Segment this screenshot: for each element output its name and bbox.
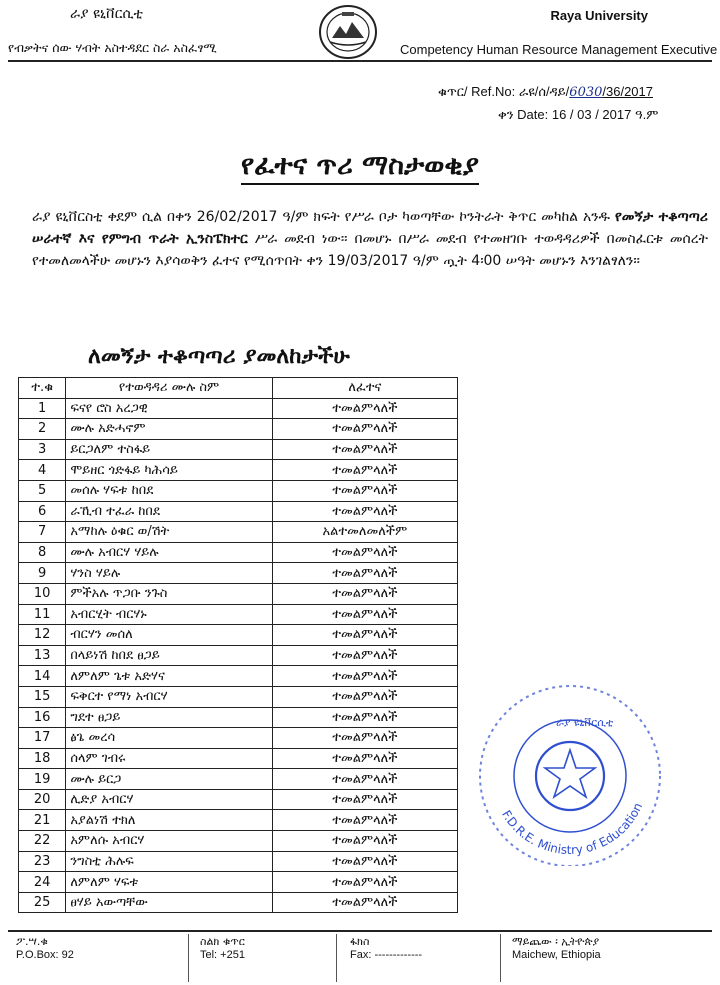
city-value: Maichew, Ethiopia [512,949,601,961]
candidate-result: ተመልምላለች [272,831,457,852]
row-number: 22 [19,831,66,852]
pobox-value: P.O.Box: 92 [16,949,74,961]
candidate-name: አያልነሽ ተክለ [66,810,272,831]
candidate-name: ፅጌ መረሳ [66,728,272,749]
university-name-english: Raya University [550,8,648,23]
stamp-top-text: ራያ ዩኒቨርሲቲ [556,716,614,729]
candidate-result: ተመልምላለች [272,501,457,522]
list-title: ለመኝታ ተቆጣጣሪ ያመለከታችሁ [88,344,350,369]
fax-value: Fax: ------------- [350,949,423,961]
table-row [19,625,458,646]
row-number: 16 [19,707,66,728]
table-row [19,728,458,749]
reference-label: ቁጥር/ Ref.No: [438,84,516,99]
footer-telephone [200,935,245,961]
row-number: 3 [19,439,66,460]
date-label: ቀን Date: [498,107,549,122]
table-row [19,542,458,563]
candidate-result: ተመልምላለች [272,645,457,666]
footer-divider [8,930,712,932]
candidate-name: ሙሉ ይርጋ [66,769,272,790]
table-row [19,480,458,501]
university-name-amharic: ራያ ዩኒቨርሲቲ [70,6,143,22]
city-label-amharic: ማይጨው ፡ ኢትዮጵያ [512,935,600,948]
header-result: ለፈተና [272,378,457,399]
table-row [19,645,458,666]
candidate-name: ብርሃን መሰለ [66,625,272,646]
row-number: 10 [19,583,66,604]
university-logo-icon [318,4,378,60]
candidate-name: ለምለም ሃፍቱ [66,872,272,893]
table-row [19,686,458,707]
candidate-name: ሃንስ ሃይሉ [66,563,272,584]
candidate-name: ይርጋለም ተስፋይ [66,439,272,460]
header-name: የተወዳዳሪ ሙሉ ስም [66,378,272,399]
row-number: 18 [19,748,66,769]
announcement-body [32,206,708,272]
table-row [19,892,458,913]
row-number: 21 [19,810,66,831]
table-row [19,583,458,604]
candidate-result: ተመልምላለች [272,419,457,440]
footer-separator [336,934,337,982]
document-date [498,107,658,123]
row-number: 5 [19,480,66,501]
candidate-result: ተመልምላለች [272,583,457,604]
table-row [19,419,458,440]
ministry-stamp-icon [470,676,670,866]
row-number: 17 [19,728,66,749]
row-number: 7 [19,522,66,543]
row-number: 14 [19,666,66,687]
candidate-name: ሰላም ገብሩ [66,748,272,769]
candidate-result: ተመልምላለች [272,851,457,872]
candidate-name: ንግስቲ ሕሉፍ [66,851,272,872]
department-name-english: Competency Human Resource Management Executive [400,42,718,57]
candidate-result: ተመልምላለች [272,686,457,707]
footer-city [512,935,601,961]
body-part-2: ሥራ መደብ ነው፡፡ በመሆኑ በሥራ መደብ የተመዘገቡ ተወዳዳሪዎች በመስፈርቱ መሰረት የተመለመላችሁ መሆኑን እያሳወቅን ፈተና የሚሰጥበት ቀን 19/03/2017 ዓ/ም ጧት 4፡00 ሠዓት መሆኑን እንገልፃለን፡፡ [32,231,708,269]
candidate-result: ተመልምላለች [272,748,457,769]
table-header-row [19,378,458,399]
candidate-name: ሙሉ አድሓኖም [66,419,272,440]
row-number: 1 [19,398,66,419]
candidate-result: ተመልምላለች [272,789,457,810]
table-row [19,831,458,852]
table-row [19,501,458,522]
candidate-name: መሰሉ ሃፍቱ ከበደ [66,480,272,501]
candidate-result: ተመልምላለች [272,666,457,687]
row-number: 19 [19,769,66,790]
candidate-result: ተመልምላለች [272,810,457,831]
candidate-name: አማከሉ ዕቁር ወ/ሽት [66,522,272,543]
row-number: 8 [19,542,66,563]
candidate-name: በላይነሽ ከበደ ፀጋይ [66,645,272,666]
table-row [19,872,458,893]
candidate-name: ፍቅርተ የማነ አብርሃ [66,686,272,707]
candidate-result: ተመልምላለች [272,872,457,893]
candidate-name: ሞይዘር ጎድፋይ ካሕሳይ [66,460,272,481]
row-number: 9 [19,563,66,584]
candidate-name: ለምለም ጌቱ አድሃና [66,666,272,687]
row-number: 2 [19,419,66,440]
candidate-name: ግደተ ፀጋይ [66,707,272,728]
candidate-result: ተመልምላለች [272,892,457,913]
candidate-result: ተመልምላለች [272,728,457,749]
body-positions: የመኝታ ተቆጣጣሪ ሠራተኛ እና የምግብ ጥራት ኢንስፔክተር [32,209,709,247]
row-number: 11 [19,604,66,625]
reference-suffix: /36/2017 [602,84,653,99]
candidate-result: ተመልምላለች [272,398,457,419]
stamp-ring-text: F.D.R.E. Ministry of Education [499,800,646,858]
candidate-result: ተመልምላለች [272,542,457,563]
candidate-result: ተመልምላለች [272,769,457,790]
row-number: 15 [19,686,66,707]
candidate-name: ፍናየ ሮስ አረጋዊ [66,398,272,419]
row-number: 25 [19,892,66,913]
table-row [19,522,458,543]
table-row [19,707,458,728]
announcement-title: የፈተና ጥሪ ማስታወቂያ [0,150,720,182]
row-number: 6 [19,501,66,522]
footer-separator [188,934,189,982]
header-number: ተ.ቁ [19,378,66,399]
table-row [19,789,458,810]
row-number: 20 [19,789,66,810]
reference-handwritten-number: 6030 [569,85,603,100]
candidate-result: ተመልምላለች [272,460,457,481]
pobox-label-amharic: ፖ.ሣ.ቁ [16,935,48,948]
footer-pobox [16,935,74,961]
body-part-1: ራያ ዩኒቨርስቲ ቀደም ሲል በቀን 26/02/2017 ዓ/ም ክፍት የሥራ ቦታ ካወጣቸው ኮንትራት ቅጥር መካከል አንዱ [32,209,615,225]
table-row [19,769,458,790]
table-row [19,439,458,460]
reference-prefix: ራዩ/ሰ/ዳይ/ [518,84,570,99]
table-row [19,748,458,769]
candidate-name: አምለሱ አብርሃ [66,831,272,852]
department-name-amharic: የብቃትና ሰው ሃብት አስተዳደር ስራ አስፈፃሚ [8,40,217,55]
date-value: 16 / 03 / 2017 ዓ.ም [551,107,659,122]
tel-label-amharic: ስልክ ቁጥር [200,935,245,948]
table-row [19,604,458,625]
row-number: 12 [19,625,66,646]
candidates-table [18,377,458,913]
candidate-name: ሙሉ አብርሃ ሃይሉ [66,542,272,563]
footer-fax [350,935,422,961]
candidate-name: አብርሂት ብርሃኑ [66,604,272,625]
fax-label-amharic: ፋክስ [350,935,370,948]
candidate-result: ተመልምላለች [272,604,457,625]
row-number: 23 [19,851,66,872]
table-row [19,563,458,584]
candidate-result: ተመልምላለች [272,480,457,501]
footer-separator [500,934,501,982]
row-number: 13 [19,645,66,666]
candidate-name: ሊድያ አብርሃ [66,789,272,810]
candidate-result: ተመልምላለች [272,707,457,728]
table-row [19,460,458,481]
table-row [19,810,458,831]
candidate-name: ራኺብ ተፈራ ከበደ [66,501,272,522]
candidate-result: አልተመለመለችም [272,522,457,543]
candidate-result: ተመልምላለች [272,563,457,584]
candidate-name: ፀሃይ አውጣቸው [66,892,272,913]
table-row [19,398,458,419]
row-number: 4 [19,460,66,481]
reference-number [438,84,653,100]
candidate-name: ምችአሉ ጥጋቡ ንጉስ [66,583,272,604]
candidate-result: ተመልምላለች [272,625,457,646]
row-number: 24 [19,872,66,893]
tel-value: Tel: +251 [200,949,245,961]
table-row [19,851,458,872]
table-row [19,666,458,687]
candidate-result: ተመልምላለች [272,439,457,460]
header-divider [8,60,712,62]
